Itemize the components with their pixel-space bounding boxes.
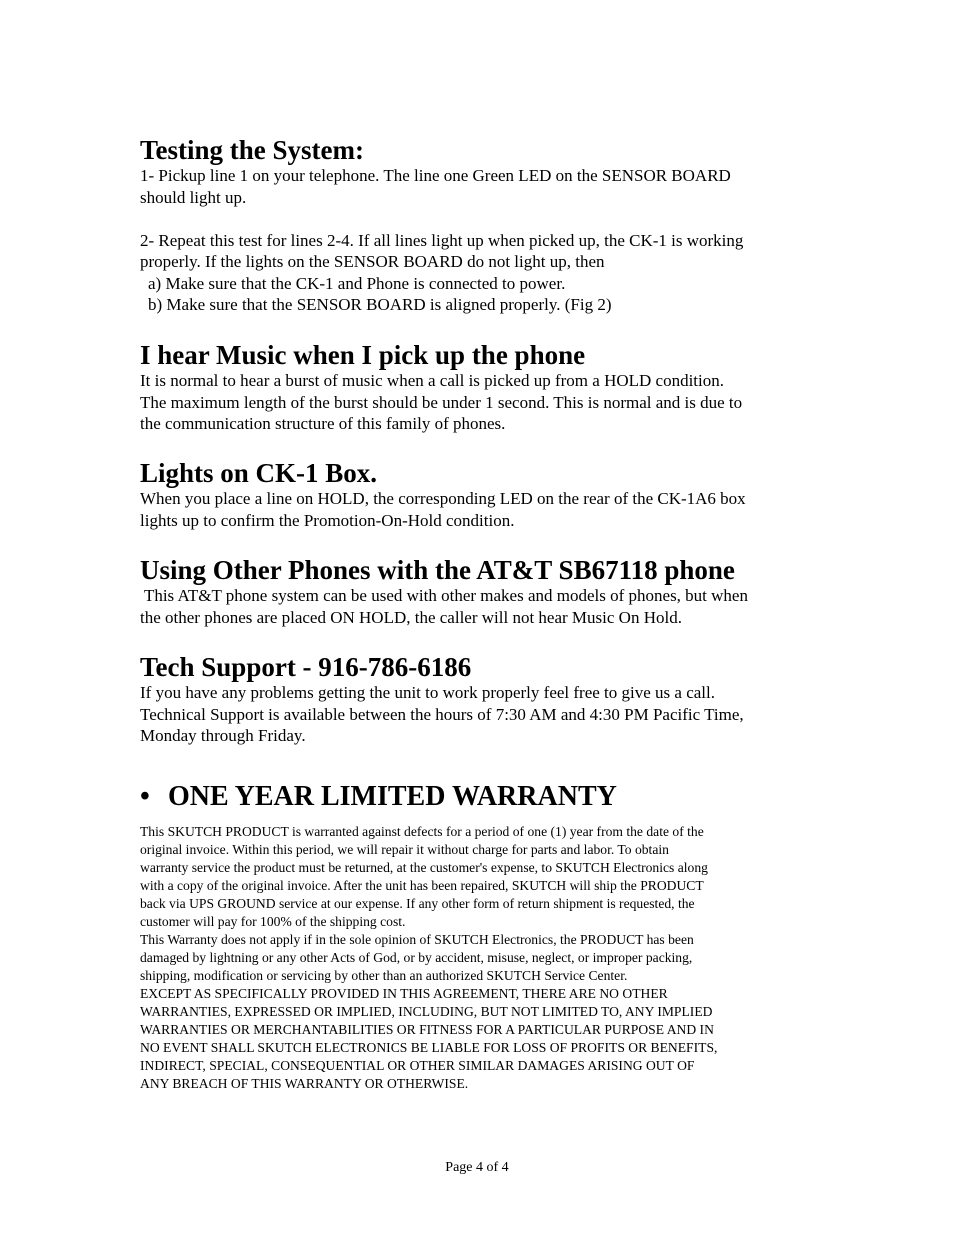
warranty-line: INDIRECT, SPECIAL, CONSEQUENTIAL OR OTHER SIMILAR DAMAGES ARISING OUT OF <box>140 1058 695 1073</box>
section-heading: Lights on CK-1 Box. <box>140 458 378 488</box>
text-line: a) Make sure that the CK-1 and Phone is connected to power. <box>148 273 566 293</box>
warranty-line: This SKUTCH PRODUCT is warranted against defects for a period of one (1) year from the date of the <box>140 824 704 839</box>
text-line: This AT&T phone system can be used with other makes and models of phones, but when <box>140 586 748 605</box>
text-line: If you have any problems getting the unit to work properly feel free to give us a call. <box>140 683 715 702</box>
section-tech-support <box>140 652 830 747</box>
warranty-line: This Warranty does not apply if in the sole opinion of SKUTCH Electronics, the PRODUCT has been <box>140 932 694 947</box>
bullet-icon: • <box>140 781 150 812</box>
text-line <box>140 208 830 230</box>
warranty-line: WARRANTIES OR MERCHANTABILITIES OR FITNESS FOR A PARTICULAR PURPOSE AND IN <box>140 1022 714 1037</box>
text-line: should light up. <box>140 187 247 207</box>
text-line: Technical Support is available between the hours of 7:30 AM and 4:30 PM Pacific Time, <box>140 704 744 724</box>
text-line: 1- Pickup line 1 on your telephone. The line one Green LED on the SENSOR BOARD <box>140 166 731 185</box>
warranty-heading <box>140 781 830 813</box>
section-warranty <box>140 781 830 1093</box>
text-line: When you place a line on HOLD, the corresponding LED on the rear of the CK-1A6 box <box>140 489 746 508</box>
warranty-line: ANY BREACH OF THIS WARRANTY OR OTHERWISE. <box>140 1076 469 1091</box>
text-line: It is normal to hear a burst of music when a call is picked up from a HOLD condition. <box>140 371 724 390</box>
warranty-line: damaged by lightning or any other Acts of God, or by accident, misuse, neglect, or improper packing, <box>140 950 693 965</box>
section-testing <box>140 135 830 316</box>
warranty-line: back via UPS GROUND service at our expense. If any other form of return shipment is requested, the <box>140 896 695 911</box>
page-number: Page 4 of 4 <box>445 1160 509 1175</box>
text-line: the communication structure of this family of phones. <box>140 414 506 433</box>
warranty-title: ONE YEAR LIMITED WARRANTY <box>168 781 617 812</box>
text-line: the other phones are placed ON HOLD, the caller will not hear Music On Hold. <box>140 607 682 627</box>
section-heading: I hear Music when I pick up the phone <box>140 340 586 370</box>
section-music <box>140 340 830 435</box>
warranty-line: with a copy of the original invoice. After the unit has been repaired, SKUTCH will ship the PRODUCT <box>140 878 704 893</box>
section-heading: Using Other Phones with the AT&T SB67118 phone <box>140 555 735 585</box>
text-line: Monday through Friday. <box>140 726 306 745</box>
warranty-line: customer will pay for 100% of the shipping cost. <box>140 914 406 929</box>
warranty-line: NO EVENT SHALL SKUTCH ELECTRONICS BE LIABLE FOR LOSS OF PROFITS OR BENEFITS, <box>140 1040 718 1055</box>
section-heading: Tech Support - 916-786-6186 <box>140 652 472 682</box>
text-line: b) Make sure that the SENSOR BOARD is aligned properly. (Fig 2) <box>148 295 612 314</box>
warranty-line: EXCEPT AS SPECIFICALLY PROVIDED IN THIS AGREEMENT, THERE ARE NO OTHER <box>140 986 668 1001</box>
text-line: 2- Repeat this test for lines 2-4. If all lines light up when picked up, the CK-1 is working <box>140 230 744 250</box>
section-other-phones <box>140 555 830 628</box>
warranty-line: WARRANTIES, EXPRESSED OR IMPLIED, INCLUDING, BUT NOT LIMITED TO, ANY IMPLIED <box>140 1004 713 1019</box>
warranty-line: shipping, modification or servicing by other than an authorized SKUTCH Service Center. <box>140 968 628 983</box>
text-line: lights up to confirm the Promotion-On-Hold condition. <box>140 510 515 530</box>
text-line: properly. If the lights on the SENSOR BOARD do not light up, then <box>140 252 605 271</box>
section-heading: Testing the System: <box>140 135 365 165</box>
text-line: The maximum length of the burst should be under 1 second. This is normal and is due to <box>140 392 743 412</box>
section-lights <box>140 458 830 531</box>
warranty-line: original invoice. Within this period, we will repair it without charge for parts and labor. To obtain <box>140 842 669 857</box>
warranty-line: warranty service the product must be returned, at the customer's expense, to SKUTCH Electronics along <box>140 860 708 875</box>
